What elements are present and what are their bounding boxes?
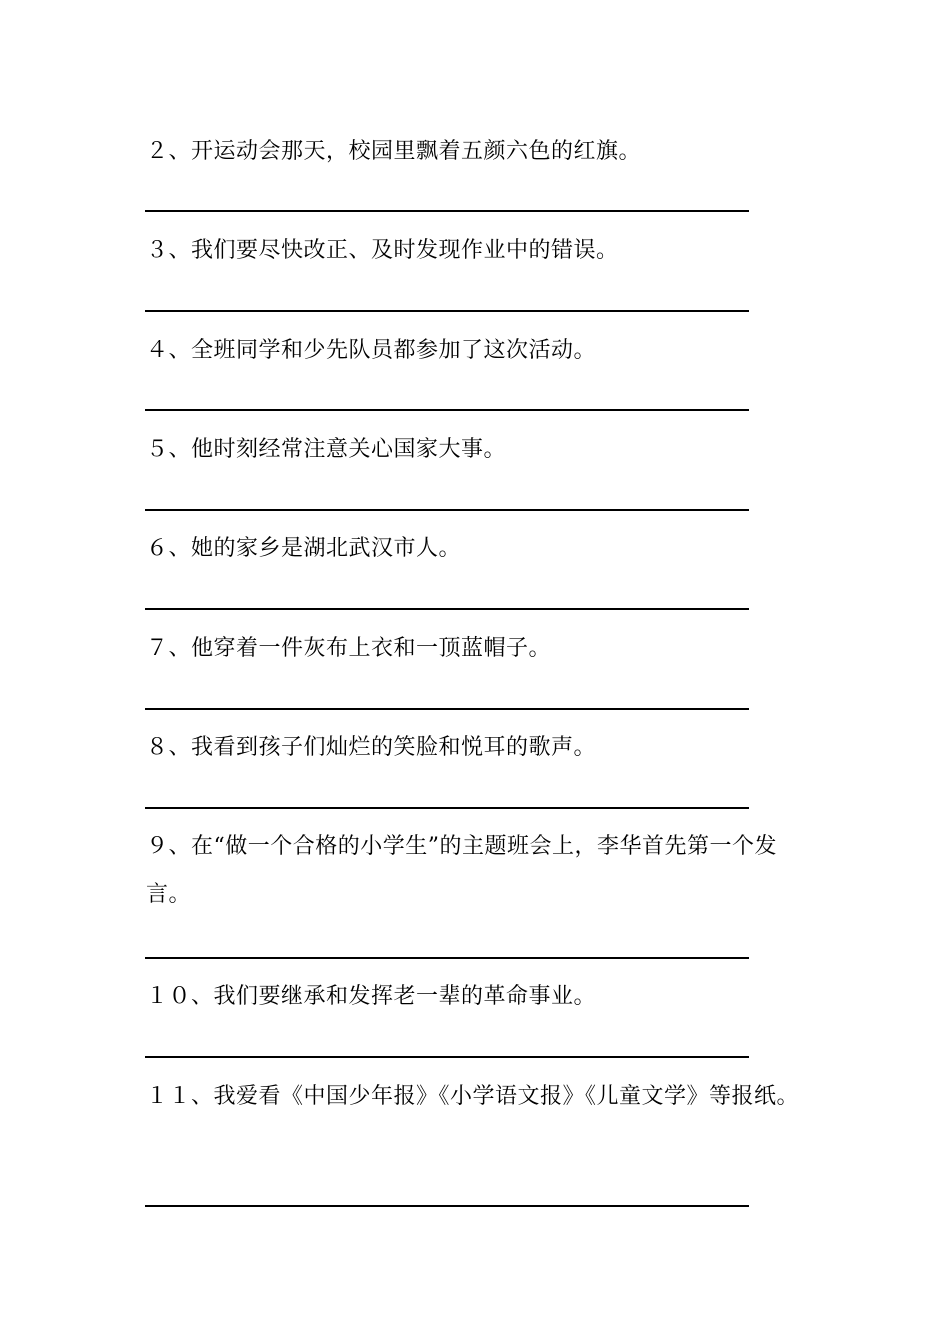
answer-line-4[interactable] (145, 409, 749, 411)
answer-line-11[interactable] (145, 1205, 749, 1207)
question-8: ８、我看到孩子们灿烂的笑脸和悦耳的歌声。 (146, 735, 597, 760)
question-11: １１、我爱看《中国少年报》《小学语文报》《儿童文学》等报纸。 (146, 1084, 800, 1109)
answer-line-8[interactable] (145, 807, 749, 809)
answer-line-9[interactable] (145, 957, 749, 959)
answer-line-5[interactable] (145, 509, 749, 511)
question-9: ９、在“做一个合格的小学生”的主题班会上，李华首先第一个发言。 (146, 834, 777, 907)
answer-line-6[interactable] (145, 608, 749, 610)
question-5: ５、他时刻经常注意关心国家大事。 (146, 437, 507, 462)
answer-line-2[interactable] (145, 210, 749, 212)
question-2: ２、开运动会那天，校园里飘着五颜六色的红旗。 (146, 139, 642, 164)
question-6: ６、她的家乡是湖北武汉市人。 (146, 536, 462, 561)
question-4: ４、全班同学和少先队员都参加了这次活动。 (146, 338, 597, 363)
question-7: ７、他穿着一件灰布上衣和一顶蓝帽子。 (146, 636, 552, 661)
answer-line-7[interactable] (145, 708, 749, 710)
question-3: ３、我们要尽快改正、及时发现作业中的错误。 (146, 238, 619, 263)
answer-line-10[interactable] (145, 1056, 749, 1058)
question-10: １０、我们要继承和发挥老一辈的革命事业。 (146, 984, 597, 1009)
answer-line-3[interactable] (145, 310, 749, 312)
